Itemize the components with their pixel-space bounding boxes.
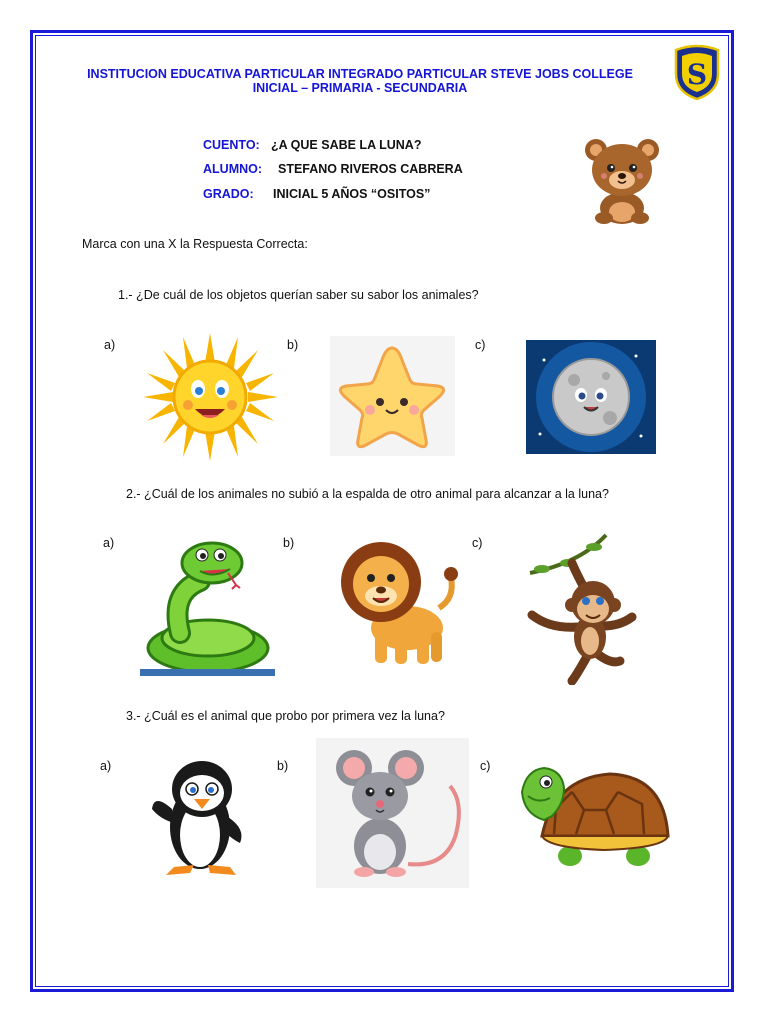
snake-image[interactable] — [140, 533, 275, 676]
question-3-option-c-label: c) — [480, 759, 491, 773]
school-logo — [672, 44, 722, 100]
school-levels: INICIAL – PRIMARIA - SECUNDARIA — [252, 81, 468, 95]
penguin-image[interactable] — [150, 753, 250, 883]
question-1-option-a-label: a) — [104, 338, 116, 352]
question-3-text: 3.- ¿Cuál es el animal que probo por primera vez la luna? — [126, 709, 445, 723]
star-image[interactable] — [330, 336, 455, 456]
alumno-value: STEFANO RIVEROS CABRERA — [278, 162, 463, 176]
question-3-option-b-label: b) — [277, 759, 289, 773]
question-2-option-c-label: c) — [472, 536, 483, 550]
mouse-image[interactable] — [316, 738, 469, 888]
grado-label: GRADO: — [203, 187, 254, 201]
question-2-text: 2.- ¿Cuál de los animales no subió a la espalda de otro animal para alcanzar a la luna? — [126, 487, 609, 501]
question-1-option-b-label: b) — [287, 338, 299, 352]
moon-image[interactable] — [526, 340, 656, 454]
svg-text:S: S — [686, 58, 708, 91]
question-2-option-a-label: a) — [103, 536, 115, 550]
alumno-label: ALUMNO: — [203, 162, 263, 176]
lion-image[interactable] — [333, 538, 463, 672]
sun-image[interactable] — [143, 333, 278, 461]
instruction-text: Marca con una X la Respuesta Correcta: — [82, 237, 308, 251]
question-1-text: 1.- ¿De cuál de los objetos querían saber su sabor los animales? — [118, 288, 479, 302]
cuento-label: CUENTO: — [203, 138, 260, 152]
grado-value: INICIAL 5 AÑOS “OSITOS” — [273, 187, 431, 201]
question-3-option-a-label: a) — [100, 759, 112, 773]
question-1-option-c-label: c) — [475, 338, 486, 352]
school-name: INSTITUCION EDUCATIVA PARTICULAR INTEGRADO PARTICULAR STEVE JOBS COLLEGE — [87, 67, 633, 81]
question-2-option-b-label: b) — [283, 536, 295, 550]
monkey-image[interactable] — [520, 533, 650, 685]
cuento-value: ¿A QUE SABE LA LUNA? — [271, 138, 422, 152]
turtle-image[interactable] — [514, 758, 670, 870]
bear-image — [582, 134, 662, 226]
